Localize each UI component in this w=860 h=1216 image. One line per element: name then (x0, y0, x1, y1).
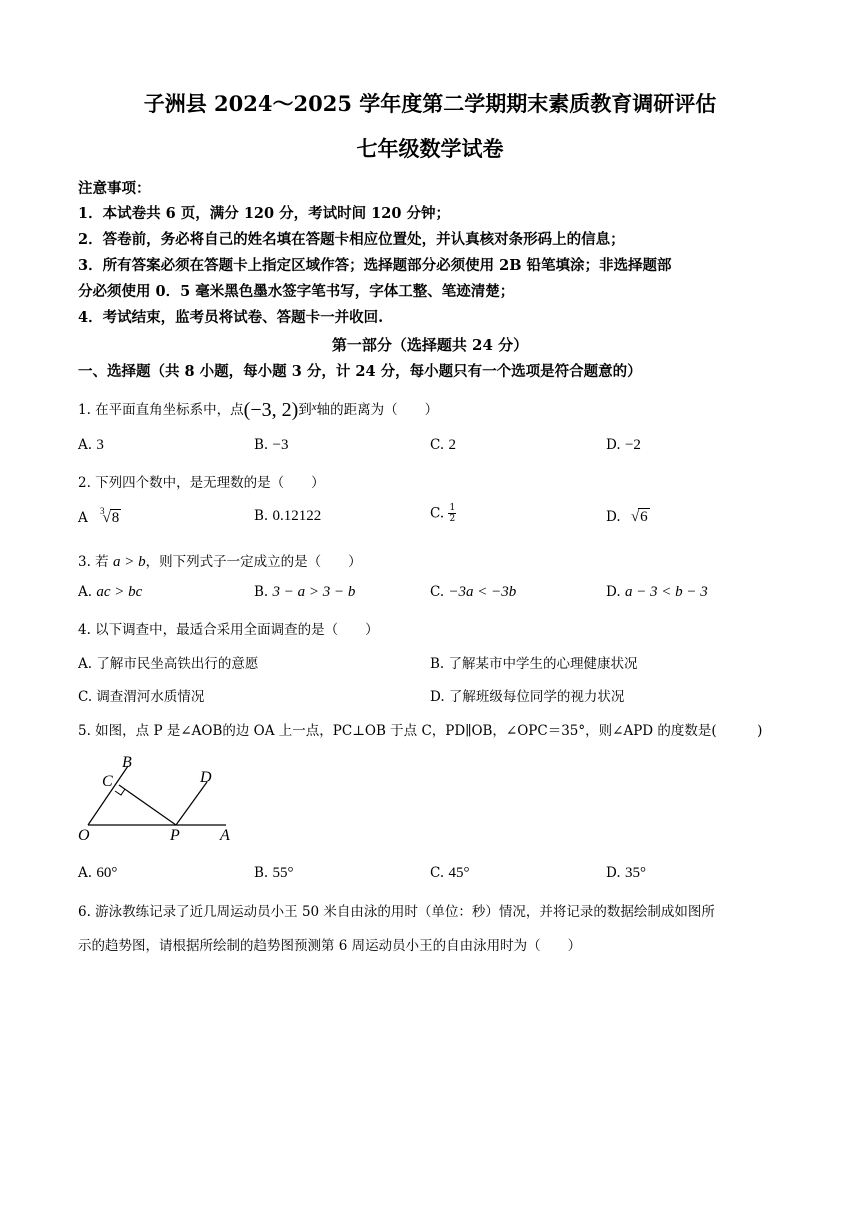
q1-option-b[interactable]: B. −3 (254, 437, 289, 453)
q5-option-a[interactable]: A. 60° (78, 865, 118, 881)
q1-point: (−3, 2) (243, 399, 299, 421)
question-6-stem-line1: 6. 游泳教练记录了近几周运动员小王 50 米自由泳的用时（单位：秒）情况，并将记录的数据绘制成如图所 (78, 904, 715, 920)
q3-option-b[interactable]: B. 3 − a > 3 − b (254, 584, 356, 600)
q2-option-b[interactable]: B. 0.12122 (254, 508, 322, 524)
q4-option-b[interactable]: B. 了解某市中学生的心理健康状况 (430, 656, 638, 672)
question-6-stem-line2: 示的趋势图，请根据所绘制的趋势图预测第 6 周运动员小王的自由泳用时为（ ） (78, 938, 582, 954)
question-5-stem: 5. 如图，点 P 是∠AOB的边 OA 上一点，PC⊥OB 于点 C，PD∥OB，∠OPC＝35°，则∠APD 的度数是( ) (78, 723, 763, 739)
q2-option-a[interactable]: A $^3$√8 (78, 506, 120, 526)
q2-option-d[interactable]: D. √6 (606, 509, 648, 525)
q5-option-c[interactable]: C. 45° (430, 865, 470, 881)
label-a: A (220, 827, 230, 844)
q4-option-d[interactable]: D. 了解班级每位同学的视力状况 (430, 689, 625, 705)
notice-item-3-cont: 分必须使用 0．5 毫米黑色墨水签字笔书写，字体工整、笔迹清楚； (78, 283, 515, 300)
q4-option-c[interactable]: C. 调查渭河水质情况 (78, 689, 205, 705)
question-2-stem: 2. 下列四个数中，是无理数的是（ ） (78, 475, 325, 491)
q1-option-c[interactable]: C. 2 (430, 437, 456, 453)
exam-title-line1: 子洲县 2024～2025 学年度第二学期期末素质教育调研评估 (143, 91, 717, 116)
q5-option-b[interactable]: B. 55° (254, 865, 294, 881)
notice-item-1: 1．本试卷共 6 页，满分 120 分，考试时间 120 分钟； (78, 205, 450, 222)
q3-condition: a > b (112, 554, 146, 570)
segment-pd (176, 782, 207, 825)
q2-option-c[interactable]: C. $\frac{1}{2}$ (430, 503, 456, 524)
notice-heading: 注意事项： (78, 180, 151, 197)
q5-option-d[interactable]: D. 35° (606, 865, 646, 881)
question-3-stem: 3. 若 a > b，则下列式子一定成立的是（ ） (78, 554, 362, 570)
q1-option-d[interactable]: D. −2 (606, 437, 641, 453)
q3-option-d[interactable]: D. a − 3 < b − 3 (606, 584, 708, 600)
q4-option-a[interactable]: A. 了解市民坐高铁出行的意愿 (78, 656, 259, 672)
label-p: P (170, 827, 180, 844)
q5-geometry-figure (76, 752, 246, 844)
part1-heading: 第一部分（选择题共 24 分） (331, 336, 529, 354)
notice-item-2: 2．答卷前，务必将自己的姓名填在答题卡相应位置处，并认真核对条形码上的信息； (78, 231, 625, 248)
q1-axis: x (311, 401, 317, 413)
q1-option-a[interactable]: A. 3 (78, 437, 104, 453)
segment-pc (119, 785, 176, 825)
question-1-stem: 1. 在平面直角坐标系中，点(−3, 2)到$^x$轴的距离为（ ） (78, 399, 439, 421)
label-b: B (122, 754, 132, 771)
q3-option-c[interactable]: C. −3a < −3b (430, 584, 517, 600)
notice-item-4: 4．考试结束，监考员将试卷、答题卡一并收回. (78, 309, 384, 326)
right-angle-mark (115, 789, 125, 795)
q3-option-a[interactable]: A. ac > bc (78, 584, 143, 600)
notice-item-3: 3．所有答案必须在答题卡上指定区域作答；选择题部分必须使用 2B 铅笔填涂；非选择题部 (78, 257, 672, 274)
label-o: O (78, 827, 90, 844)
label-d: D (200, 769, 212, 786)
section-heading: 一、选择题（共 8 小题，每小题 3 分，计 24 分，每小题只有一个选项是符合题意的） (78, 363, 642, 380)
question-4-stem: 4. 以下调查中，最适合采用全面调查的是（ ） (78, 622, 379, 638)
label-c: C (102, 773, 113, 790)
exam-title-line2: 七年级数学试卷 (356, 136, 504, 161)
